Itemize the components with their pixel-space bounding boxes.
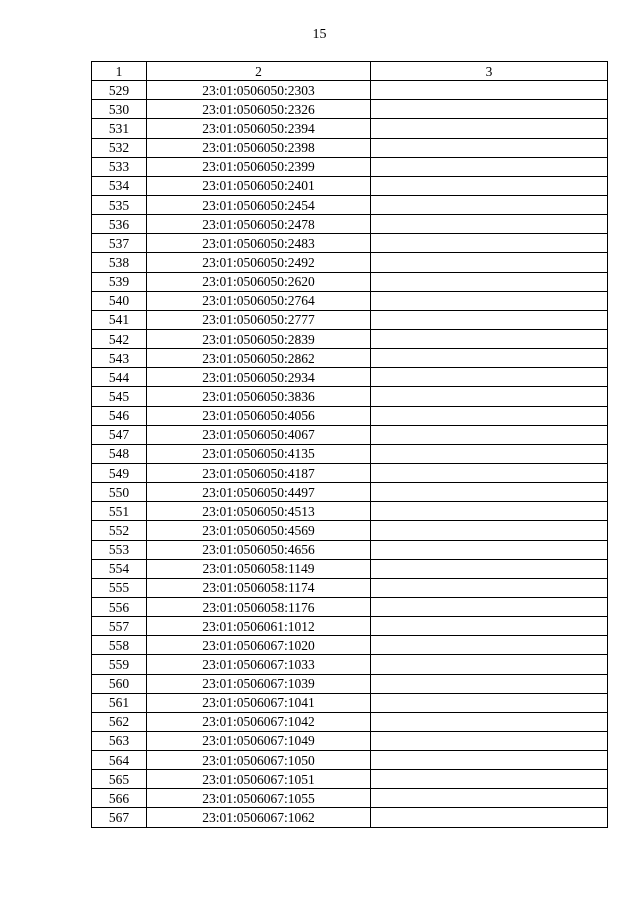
notes-cell — [371, 789, 608, 808]
table-row — [92, 617, 608, 636]
row-number-cell: 530 — [92, 100, 147, 119]
table-row — [92, 483, 608, 502]
cadastral-number-cell: 23:01:0506050:4656 — [147, 540, 371, 559]
column-header-3: 3 — [371, 62, 608, 81]
table-row — [92, 636, 608, 655]
cadastral-number-cell: 23:01:0506050:2454 — [147, 195, 371, 214]
table-row — [92, 329, 608, 348]
cadastral-number-cell: 23:01:0506050:2399 — [147, 157, 371, 176]
notes-cell — [371, 731, 608, 750]
row-number-cell: 552 — [92, 521, 147, 540]
cadastral-number-cell: 23:01:0506067:1062 — [147, 808, 371, 827]
notes-cell — [371, 483, 608, 502]
cadastral-number-cell: 23:01:0506058:1176 — [147, 597, 371, 616]
cadastral-number-cell: 23:01:0506050:2483 — [147, 234, 371, 253]
table-row — [92, 406, 608, 425]
cadastral-number-cell: 23:01:0506058:1149 — [147, 559, 371, 578]
row-number-cell: 556 — [92, 597, 147, 616]
table-row — [92, 291, 608, 310]
notes-cell — [371, 368, 608, 387]
cadastral-number-cell: 23:01:0506050:4067 — [147, 425, 371, 444]
cadastral-number-cell: 23:01:0506067:1051 — [147, 770, 371, 789]
row-number-cell: 566 — [92, 789, 147, 808]
notes-cell — [371, 674, 608, 693]
table-row — [92, 502, 608, 521]
notes-cell — [371, 195, 608, 214]
notes-cell — [371, 176, 608, 195]
notes-cell — [371, 770, 608, 789]
row-number-cell: 543 — [92, 349, 147, 368]
row-number-cell: 551 — [92, 502, 147, 521]
notes-cell — [371, 349, 608, 368]
cadastral-number-cell: 23:01:0506050:4513 — [147, 502, 371, 521]
notes-cell — [371, 540, 608, 559]
cadastral-number-cell: 23:01:0506050:2862 — [147, 349, 371, 368]
table-row — [92, 81, 608, 100]
table-row — [92, 387, 608, 406]
cadastral-number-cell: 23:01:0506050:2401 — [147, 176, 371, 195]
notes-cell — [371, 444, 608, 463]
notes-cell — [371, 559, 608, 578]
table-row — [92, 731, 608, 750]
notes-cell — [371, 425, 608, 444]
notes-cell — [371, 597, 608, 616]
notes-cell — [371, 387, 608, 406]
notes-cell — [371, 119, 608, 138]
row-number-cell: 562 — [92, 712, 147, 731]
table-header — [92, 62, 608, 81]
table-row — [92, 272, 608, 291]
row-number-cell: 555 — [92, 578, 147, 597]
notes-cell — [371, 406, 608, 425]
table-row — [92, 349, 608, 368]
row-number-cell: 547 — [92, 425, 147, 444]
column-header-2: 2 — [147, 62, 371, 81]
cadastral-number-cell: 23:01:0506067:1042 — [147, 712, 371, 731]
cadastral-number-cell: 23:01:0506050:2777 — [147, 310, 371, 329]
row-number-cell: 535 — [92, 195, 147, 214]
notes-cell — [371, 655, 608, 674]
table-row — [92, 253, 608, 272]
table-row — [92, 540, 608, 559]
cadastral-number-cell: 23:01:0506067:1055 — [147, 789, 371, 808]
table-row — [92, 808, 608, 827]
row-number-cell: 545 — [92, 387, 147, 406]
cadastral-number-cell: 23:01:0506058:1174 — [147, 578, 371, 597]
row-number-cell: 557 — [92, 617, 147, 636]
row-number-cell: 544 — [92, 368, 147, 387]
header-row — [92, 62, 608, 81]
table-row — [92, 463, 608, 482]
cadastral-number-cell: 23:01:0506050:4497 — [147, 483, 371, 502]
row-number-cell: 541 — [92, 310, 147, 329]
cadastral-number-cell: 23:01:0506067:1041 — [147, 693, 371, 712]
cadastral-number-cell: 23:01:0506067:1049 — [147, 731, 371, 750]
cadastral-number-cell: 23:01:0506050:3836 — [147, 387, 371, 406]
table-row — [92, 368, 608, 387]
notes-cell — [371, 272, 608, 291]
table-row — [92, 559, 608, 578]
row-number-cell: 554 — [92, 559, 147, 578]
row-number-cell: 550 — [92, 483, 147, 502]
page-number: 15 — [312, 27, 327, 42]
table-row — [92, 597, 608, 616]
cadastral-number-cell: 23:01:0506050:2394 — [147, 119, 371, 138]
row-number-cell: 560 — [92, 674, 147, 693]
row-number-cell: 539 — [92, 272, 147, 291]
notes-cell — [371, 693, 608, 712]
table-row — [92, 138, 608, 157]
notes-cell — [371, 234, 608, 253]
cadastral-number-cell: 23:01:0506050:4056 — [147, 406, 371, 425]
notes-cell — [371, 291, 608, 310]
table-row — [92, 176, 608, 195]
row-number-cell: 529 — [92, 81, 147, 100]
cadastral-number-cell: 23:01:0506050:4187 — [147, 463, 371, 482]
table-row — [92, 712, 608, 731]
table-row — [92, 751, 608, 770]
row-number-cell: 559 — [92, 655, 147, 674]
row-number-cell: 534 — [92, 176, 147, 195]
row-number-cell: 549 — [92, 463, 147, 482]
cadastral-number-cell: 23:01:0506050:2326 — [147, 100, 371, 119]
table-row — [92, 521, 608, 540]
notes-cell — [371, 157, 608, 176]
notes-cell — [371, 100, 608, 119]
cadastral-number-cell: 23:01:0506050:2764 — [147, 291, 371, 310]
table-row — [92, 234, 608, 253]
table-row — [92, 310, 608, 329]
notes-cell — [371, 81, 608, 100]
row-number-cell: 542 — [92, 329, 147, 348]
row-number-cell: 537 — [92, 234, 147, 253]
cadastral-number-cell: 23:01:0506050:2839 — [147, 329, 371, 348]
cadastral-number-cell: 23:01:0506050:2620 — [147, 272, 371, 291]
cadastral-number-cell: 23:01:0506067:1050 — [147, 751, 371, 770]
row-number-cell: 532 — [92, 138, 147, 157]
cadastral-number-cell: 23:01:0506050:2478 — [147, 215, 371, 234]
table-row — [92, 425, 608, 444]
table-row — [92, 674, 608, 693]
row-number-cell: 533 — [92, 157, 147, 176]
table-row — [92, 195, 608, 214]
notes-cell — [371, 138, 608, 157]
row-number-cell: 548 — [92, 444, 147, 463]
notes-cell — [371, 617, 608, 636]
notes-cell — [371, 329, 608, 348]
row-number-cell: 540 — [92, 291, 147, 310]
table-row — [92, 770, 608, 789]
notes-cell — [371, 253, 608, 272]
table-row — [92, 693, 608, 712]
column-header-1: 1 — [92, 62, 147, 81]
notes-cell — [371, 521, 608, 540]
cadastral-number-cell: 23:01:0506050:2492 — [147, 253, 371, 272]
row-number-cell: 546 — [92, 406, 147, 425]
notes-cell — [371, 502, 608, 521]
cadastral-number-cell: 23:01:0506067:1020 — [147, 636, 371, 655]
table-row — [92, 215, 608, 234]
table-row — [92, 157, 608, 176]
notes-cell — [371, 215, 608, 234]
row-number-cell: 567 — [92, 808, 147, 827]
row-number-cell: 538 — [92, 253, 147, 272]
row-number-cell: 561 — [92, 693, 147, 712]
cadastral-number-cell: 23:01:0506050:2934 — [147, 368, 371, 387]
notes-cell — [371, 808, 608, 827]
table-row — [92, 789, 608, 808]
table-row — [92, 100, 608, 119]
cadastral-number-cell: 23:01:0506067:1033 — [147, 655, 371, 674]
table-row — [92, 578, 608, 597]
table-row — [92, 444, 608, 463]
row-number-cell: 531 — [92, 119, 147, 138]
row-number-cell: 564 — [92, 751, 147, 770]
cadastral-number-cell: 23:01:0506067:1039 — [147, 674, 371, 693]
cadastral-number-cell: 23:01:0506050:2303 — [147, 81, 371, 100]
cadastral-number-cell: 23:01:0506050:4569 — [147, 521, 371, 540]
table-body — [92, 81, 608, 827]
notes-cell — [371, 751, 608, 770]
notes-cell — [371, 463, 608, 482]
table-row — [92, 655, 608, 674]
cadastral-number-cell: 23:01:0506050:2398 — [147, 138, 371, 157]
cadastral-number-cell: 23:01:0506050:4135 — [147, 444, 371, 463]
cadastral-table — [91, 61, 608, 828]
cadastral-number-cell: 23:01:0506061:1012 — [147, 617, 371, 636]
notes-cell — [371, 636, 608, 655]
row-number-cell: 565 — [92, 770, 147, 789]
table-row — [92, 119, 608, 138]
notes-cell — [371, 310, 608, 329]
row-number-cell: 558 — [92, 636, 147, 655]
notes-cell — [371, 712, 608, 731]
row-number-cell: 536 — [92, 215, 147, 234]
row-number-cell: 553 — [92, 540, 147, 559]
row-number-cell: 563 — [92, 731, 147, 750]
notes-cell — [371, 578, 608, 597]
